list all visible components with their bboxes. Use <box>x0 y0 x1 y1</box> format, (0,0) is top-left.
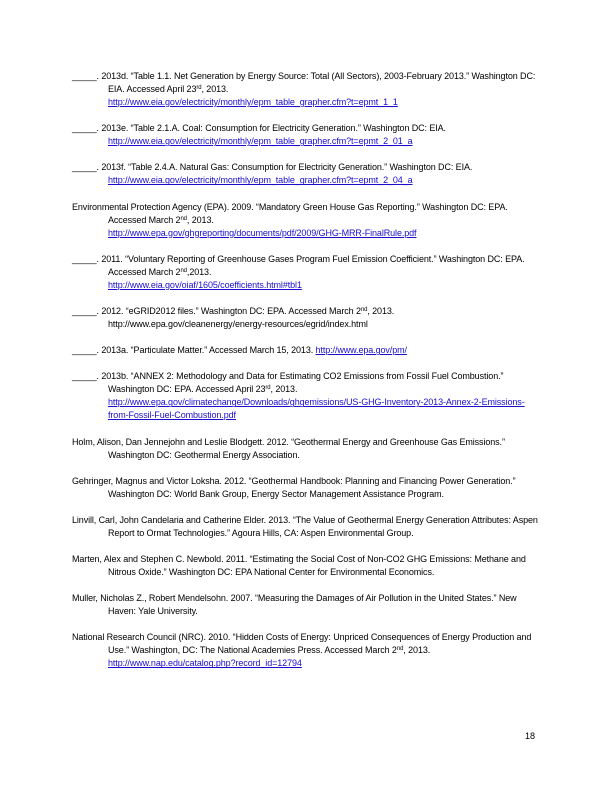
reference-text-tail: , 2013. <box>403 645 431 656</box>
reference-text-tail: , 2013. <box>186 214 214 225</box>
ordinal-suffix: nd <box>360 306 368 313</box>
reference-eia-2013f <box>72 161 542 187</box>
ordinal-suffix: rd <box>265 385 271 392</box>
reference-text: _____. 2013e. “Table 2.1.A. Coal: Consumption for Electricity Generation.” Washington DC: EIA. <box>72 123 446 134</box>
reference-epa-2009 <box>72 201 542 240</box>
reference-url-text: http://www.epa.gov/cleanenergy/energy-resources/egrid/index.html <box>108 318 368 329</box>
reference-text-tail: , 2013. <box>270 384 298 395</box>
reference-linvill-2013 <box>72 514 542 540</box>
reference-epa-2013b <box>72 370 542 422</box>
reference-link[interactable]: http://www.epa.gov/pm/ <box>315 345 407 356</box>
reference-link[interactable]: http://www.eia.gov/electricity/monthly/epm_table_grapher.cfm?t=epmt_2_04_a <box>108 175 413 186</box>
reference-gehringer-2012 <box>72 475 542 501</box>
reference-text: _____. 2013f. “Table 2.4.A. Natural Gas: Consumption for Electricity Generation.” Washington DC: EIA. <box>72 162 473 173</box>
reference-link[interactable]: http://www.eia.gov/electricity/monthly/epm_table_grapher.cfm?t=epmt_2_01_a <box>108 136 413 147</box>
reference-text: Environmental Protection Agency (EPA). 2009. “Mandatory Green House Gas Reporting.” Washington DC: EPA. Accessed March 2 <box>72 201 508 225</box>
reference-link[interactable]: http://www.eia.gov/electricity/monthly/epm_table_grapher.cfm?t=epmt_1_1 <box>108 97 398 107</box>
reference-text: Marten, Alex and Stephen C. Newbold. 2011. “Estimating the Social Cost of Non-CO2 GHG Emissions: Methane and Nitrous Oxide.” Washington DC: EPA National Center for Environmental Economics. <box>72 554 526 578</box>
reference-epa-2013a <box>72 344 542 357</box>
ordinal-suffix: nd <box>396 646 404 653</box>
reference-list <box>72 70 542 684</box>
reference-muller-2007 <box>72 592 542 618</box>
reference-text: _____. 2013a. “Particulate Matter.” Accessed March 15, 2013. <box>72 345 316 356</box>
reference-text: _____. 2012. “eGRID2012 files.” Washington DC: EPA. Accessed March 2 <box>72 305 361 316</box>
reference-text-tail: , 2013. <box>201 84 229 94</box>
ordinal-suffix: rd <box>196 84 202 91</box>
reference-text: Gehringer, Magnus and Victor Loksha. 2012. “Geothermal Handbook: Planning and Financing Power Generation.” Washington DC: World Bank Group, Energy Sector Management Assistance Program. <box>72 475 516 499</box>
reference-marten-2011 <box>72 553 542 579</box>
reference-text: _____. 2013b. “ANNEX 2: Methodology and Data for Estimating CO2 Emissions from Fossil Fuel Combustion.” Washington DC: EPA. Accessed April 23 <box>72 371 504 395</box>
reference-epa-2012 <box>72 305 542 331</box>
reference-nrc-2010 <box>72 631 542 670</box>
reference-text-tail: ,2013. <box>186 266 212 277</box>
reference-link[interactable]: http://www.nap.edu/catalog.php?record_id=12794 <box>108 658 302 669</box>
reference-text: Muller, Nicholas Z., Robert Mendelsohn. 2007. “Measuring the Damages of Air Pollution in the United States.” New Haven: Yale University. <box>72 593 517 617</box>
reference-link[interactable]: http://www.epa.gov/climatechange/Downloads/ghgemissions/US-GHG-Inventory-2013-Annex-2-Emissions-from-Fossil-Fuel-Combustion.pdf <box>108 397 525 421</box>
page-number: 18 <box>525 731 536 741</box>
reference-text: _____. 2013d. “Table 1.1. Net Generation by Energy Source: Total (All Sectors), 2003-February 2013.” Washington DC: EIA. Accessed April 23 <box>72 71 536 94</box>
reference-epa-2011 <box>72 253 542 292</box>
reference-holm-2012 <box>72 436 542 462</box>
reference-text: Linvill, Carl, John Candelaria and Catherine Elder. 2013. “The Value of Geothermal Energy Generation Attributes: Aspen Report to Ormat Technologies.” Agoura Hills, CA: Aspen Environmental Group. <box>72 514 538 538</box>
reference-eia-2013d <box>72 70 542 109</box>
reference-link[interactable]: http://www.epa.gov/ghgreporting/documents/pdf/2009/GHG-MRR-FinalRule.pdf <box>108 227 417 238</box>
reference-text: _____. 2011. “Voluntary Reporting of Greenhouse Gases Program Fuel Emission Coefficient.” Washington DC: EPA. Accessed March 2 <box>72 253 525 277</box>
ordinal-suffix: nd <box>180 267 187 274</box>
reference-text: Holm, Alison, Dan Jennejohn and Leslie Blodgett. 2012. “Geothermal Energy and Greenhouse Gas Emissions.” Washington DC: Geothermal Energy Association. <box>72 436 505 460</box>
reference-text-tail: , 2013. <box>367 305 395 316</box>
ordinal-suffix: nd <box>180 215 187 222</box>
reference-text: National Research Council (NRC). 2010. “Hidden Costs of Energy: Unpriced Consequences of Energy Production and Use.” Washington, DC: The National Academies Press. Accessed March 2 <box>72 632 532 656</box>
reference-eia-2013e <box>72 122 542 148</box>
reference-link[interactable]: http://www.eia.gov/oiaf/1605/coefficients.html#tbl1 <box>108 279 302 290</box>
